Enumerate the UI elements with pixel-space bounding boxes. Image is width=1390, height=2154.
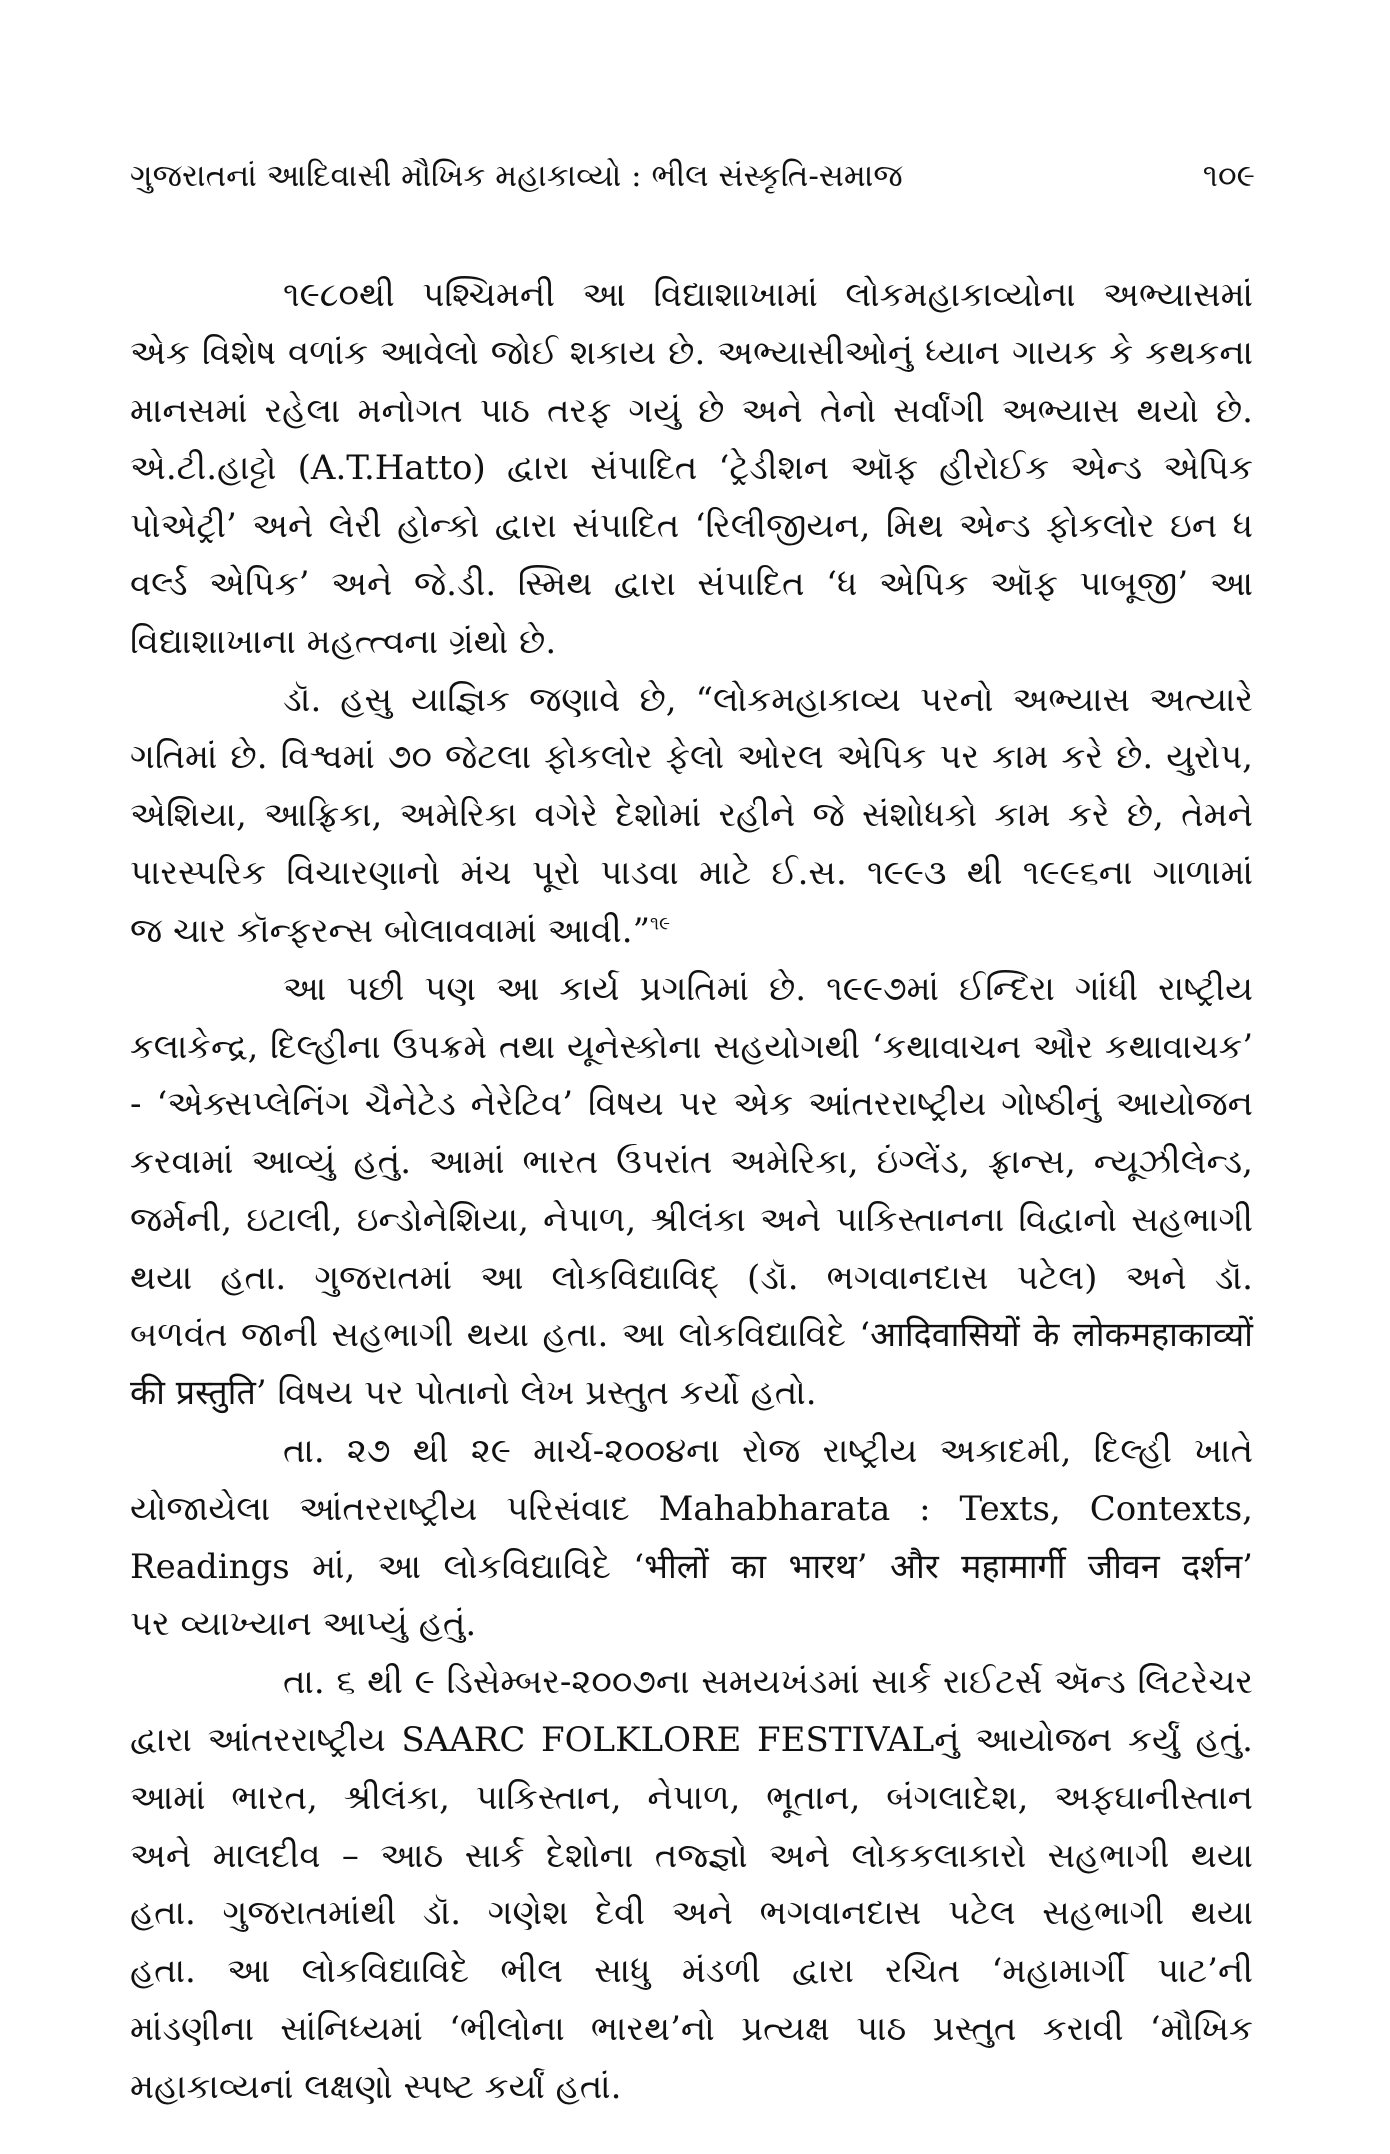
line-text: અને માલદીવ – આઠ સાર્ક દેશોના તજ્જ્ઞો અને લોકકલાકારો સહભાગી થયા	[130, 1835, 1253, 1876]
text-line	[130, 1943, 1255, 2001]
text-line	[130, 1307, 1255, 1365]
line-text: એ.ટી.હાટ્ટો (A.T.Hatto) દ્વારા સંપાદિત ‘ટ્રેડીશન ઑફ હીરોઈક એન્ડ એપિક	[130, 448, 1253, 489]
running-title: ગુજરાતનાં આદિવાસી મૌખિક મહાકાવ્યો : ભીલ સંસ્કૃતિ-સમાજ	[130, 158, 903, 194]
line-text: માનસમાં રહેલા મનોગત પાઠ તરફ ગયું છે અને તેનો સર્વાંગી અભ્યાસ થયો છે.	[130, 390, 1253, 431]
paragraph	[130, 961, 1255, 1423]
line-text: આ પછી પણ આ કાર્ય પ્રગતિમાં છે. ૧૯૯૭માં ઈન્દિરા ગાંધી રાષ્ટ્રીય	[283, 968, 1253, 1009]
line-text: વર્લ્ડ એપિક’ અને જે.ડી. સ્મિથ દ્વારા સંપાદિત ‘ધ એપિક ઑફ પાબૂજી’ આ	[130, 563, 1253, 604]
text-line	[130, 1481, 1255, 1539]
line-text: તા. ૬ થી ૯ ડિસેમ્બર-૨૦૦૭ના સમયખંડમાં સાર્ક રાઈટર્સ ઍન્ડ લિટરેચર	[283, 1662, 1253, 1703]
line-text: એક વિશેષ વળાંક આવેલો જોઈ શકાય છે. અભ્યાસીઓનું ધ્યાન ગાયક કે કથકના	[130, 332, 1253, 373]
text-line	[130, 787, 1255, 845]
text-line	[130, 498, 1255, 556]
line-text: પારસ્પરિક વિચારણાનો મંચ પૂરો પાડવા માટે ઈ.સ. ૧૯૯૩ થી ૧૯૯૬ના ગાળામાં	[130, 852, 1253, 893]
line-text: હતા. ગુજરાતમાંથી ડૉ. ગણેશ દેવી અને ભગવાનદાસ પટેલ સહભાગી થયા	[130, 1893, 1253, 1934]
text-line	[130, 1539, 1255, 1597]
text-line	[130, 1712, 1255, 1770]
paragraph	[130, 1654, 1255, 2116]
text-line	[283, 961, 1255, 1019]
line-text: તા. ૨૭ થી ૨૯ માર્ચ-૨૦૦૪ના રોજ રાષ્ટ્રીય અકાદમી, દિલ્હી ખાતે	[283, 1430, 1253, 1471]
line-text-body: જ ચાર કૉન્ફરન્સ બોલાવવામાં આવી.”	[130, 910, 650, 951]
line-text: આમાં ભારત, શ્રીલંકા, પાકિસ્તાન, નેપાળ, ભૂતાન, બંગલાદેશ, અફઘાનીસ્તાન	[130, 1777, 1253, 1818]
text-line	[130, 440, 1255, 498]
line-text: - ‘એક્સપ્લેનિંગ ચૈનેટેડ નેરેટિવ’ વિષય પર એક આંતરરાષ્ટ્રીય ગોષ્ઠીનું આયોજન	[130, 1084, 1253, 1125]
line-text: વિદ્યાશાખાના મહત્ત્વના ગ્રંથો છે.	[130, 621, 557, 662]
text-line	[130, 845, 1255, 903]
text-line	[130, 325, 1255, 383]
paragraph	[130, 267, 1255, 672]
text-line	[283, 672, 1255, 730]
text-line	[130, 1885, 1255, 1943]
text-line	[130, 1250, 1255, 1308]
line-text: કરવામાં આવ્યું હતું. આમાં ભારત ઉપરાંત અમેરિકા, ઇંગ્લેંડ, ફ્રાન્સ, ન્યૂઝીલેન્ડ,	[130, 1141, 1253, 1182]
text-line	[283, 1654, 1255, 1712]
line-text: की प्रस्तुति’ વિષય પર પોતાનો લેખ પ્રસ્તુત કર્યો હતો.	[130, 1373, 817, 1414]
text-line	[130, 614, 1255, 672]
line-text: જર્મની, ઇટાલી, ઇન્ડોનેશિયા, નેપાળ, શ્રીલંકા અને પાકિસ્તાનના વિદ્વાનો સહભાગી	[130, 1199, 1253, 1240]
page-number: ૧૦૯	[1202, 158, 1255, 194]
text-line	[283, 1423, 1255, 1481]
body-text	[130, 267, 1255, 2117]
text-line	[130, 383, 1255, 441]
text-line	[130, 1596, 1255, 1654]
line-text: પોએટ્રી’ અને લેરી હોન્કો દ્વારા સંપાદિત ‘રિલીજીયન, મિથ એન્ડ ફોકલોર ઇન ધ	[130, 506, 1253, 547]
line-text: હતા. આ લોકવિદ્યાવિદે ભીલ સાધુ મંડળી દ્વારા રચિત ‘મહામાર્ગી પાટ’ની	[130, 1951, 1253, 1992]
paragraph	[130, 1423, 1255, 1654]
text-line	[283, 267, 1255, 325]
running-header	[130, 147, 1255, 205]
line-text: થયા હતા. ગુજરાતમાં આ લોકવિદ્યાવિદ્ (ડૉ. ભગવાનદાસ પટેલ) અને ડૉ.	[130, 1257, 1253, 1298]
paragraph	[130, 672, 1255, 961]
text-line	[130, 1134, 1255, 1192]
line-text: એશિયા, આફ્રિકા, અમેરિકા વગેરે દેશોમાં રહીને જે સંશોધકો કામ કરે છે, તેમને	[130, 795, 1253, 836]
text-line	[130, 556, 1255, 614]
footnote-reference: ૧૯	[649, 913, 671, 935]
line-text: બળવંત જાની સહભાગી થયા હતા. આ લોકવિદ્યાવિદે ‘आदिवासियों के लोकमहाकाव्यों	[130, 1315, 1253, 1356]
text-line	[130, 1018, 1255, 1076]
line-text: માંડણીના સાંનિધ્યમાં ‘ભીલોના ભારથ’નો પ્રત્યક્ષ પાઠ પ્રસ્તુત કરાવી ‘મૌખિક	[130, 2008, 1253, 2049]
text-line	[130, 903, 1255, 961]
text-line	[130, 1076, 1255, 1134]
line-text	[130, 903, 670, 961]
line-text: કલાકેન્દ્ર, દિલ્હીના ઉપક્રમે તથા યૂનેસ્કોના સહયોગથી ‘કથાવાચન ઔર કથાવાચક’	[130, 1027, 1253, 1067]
line-text: ૧૯૮૦થી પશ્ચિમની આ વિદ્યાશાખામાં લોકમહાકાવ્યોના અભ્યાસમાં	[283, 275, 1253, 315]
line-text: ડૉ. હસુ યાજ્ઞિક જણાવે છે, “લોકમહાકાવ્ય પરનો અભ્યાસ અત્યારે	[283, 679, 1253, 720]
line-text: પર વ્યાખ્યાન આપ્યું હતું.	[130, 1604, 477, 1645]
text-line	[130, 2059, 1255, 2117]
line-text: ગતિમાં છે. વિશ્વમાં ૭૦ જેટલા ફોકલોર ફેલો ઓરલ એપિક પર કામ કરે છે. યુરોપ,	[130, 737, 1253, 778]
text-line	[130, 2001, 1255, 2059]
text-line	[130, 1770, 1255, 1828]
line-text: Readings માં, આ લોકવિદ્યાવિદે ‘भीलों का भारथ’ और महामार्गी जीवन दर्शन’	[130, 1546, 1253, 1587]
text-line	[130, 729, 1255, 787]
line-text: યોજાયેલા આંતરરાષ્ટ્રીય પરિસંવાદ Mahabharata : Texts, Contexts,	[130, 1488, 1253, 1529]
text-line	[130, 1365, 1255, 1423]
text-line	[130, 1192, 1255, 1250]
text-line	[130, 1828, 1255, 1886]
line-text: દ્વારા આંતરરાષ્ટ્રીય SAARC FOLKLORE FESTIVALનું આયોજન કર્યું હતું.	[130, 1719, 1253, 1760]
line-text: મહાકાવ્યનાં લક્ષણો સ્પષ્ટ કર્યાં હતાં.	[130, 2066, 622, 2107]
